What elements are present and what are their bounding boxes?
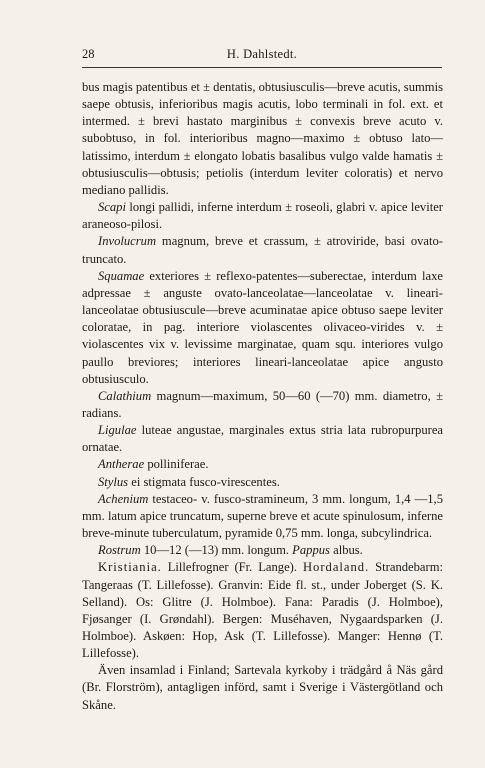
locality-hordaland: Hordaland. xyxy=(302,560,370,575)
term-antherae: Antherae xyxy=(98,457,145,472)
paragraph-localities xyxy=(82,559,443,662)
text-localities-a: Lillefrogner (Fr. Lange). xyxy=(161,560,303,575)
term-calathium: Calathium xyxy=(98,388,152,403)
locality-kristiania: Kristiania. xyxy=(98,560,162,575)
header-rule xyxy=(82,67,442,68)
body-text xyxy=(82,79,443,714)
text-ligulae: luteae angustae, marginales extus stria lata rubropurpurea ornatae. xyxy=(82,423,443,455)
text-stylus: ei stigmata fusco-virescentes. xyxy=(128,474,280,489)
text-involucrum: magnum, breve et crassum, ± atroviride, basi ovato-truncato. xyxy=(82,234,443,266)
text-antherae: polliniferae. xyxy=(144,457,209,472)
paragraph-leaves: bus magis patentibus et ± dentatis, obtusiusculis—breve acutis, summis saepe obtusis, inferioribus magis acutis, lobo terminali in fol. ext. et intermed. ± brevi hastato marginibus ± convexis breve acuto v. subobtuso, in fol. interioribus magno—maximo ± obtuso lato—latissimo, interdum ± elongato lobatis basalibus vulgo valde hamatis ± obtusiusculis—obtusis; petiolis (interdum leviter coloratis) et nervo mediano pallidis. xyxy=(82,80,443,197)
running-header xyxy=(82,47,442,65)
text-squamae: exteriores ± reflexo-patentes—suberectae, interdum laxe adpressae ± anguste ovato-lanceolatae—lanceolatae v. lineari-lanceolatae obtusiuscule—breve acuminatae apice obtuso saepe leviter coloratae, in pag. interiore violascentes olivaceo-virides v. ± violascentes vix v. levissime marginatae, quam squ. interiores vulgo paullo breviores; interiores lineari-lanceolatae apice angusto obtusiusculo. xyxy=(82,268,443,386)
paragraph-rostrum xyxy=(82,542,443,559)
term-achenium: Achenium xyxy=(98,491,149,506)
paragraph-scapi xyxy=(82,199,443,233)
page-number: 28 xyxy=(82,47,95,61)
paragraph-achenium xyxy=(82,491,443,542)
term-ligulae: Ligulae xyxy=(98,423,137,438)
term-rostrum: Rostrum xyxy=(98,543,141,558)
paragraph-ligulae xyxy=(82,422,443,456)
paragraph-antherae xyxy=(82,456,443,473)
text-calathium: magnum—maximum, 50—60 (—70) mm. diametro, ± radians. xyxy=(82,388,443,420)
paragraph-distribution: Även insamlad i Finland; Sartevala kyrkoby i trädgård å Näs gård (Br. Florström), antagligen införd, samt i Sverige i Västergötland och Skåne. xyxy=(82,663,443,712)
paragraph-stylus xyxy=(82,474,443,491)
term-pappus: Pappus xyxy=(292,543,330,558)
paragraph-squamae xyxy=(82,268,443,388)
text-achenium: testaceo- v. fusco-stramineum, 3 mm. longum, 1,4 —1,5 mm. latum apice truncatum, superne breve et acute spinulosum, inferne breve-minute tuberculatum, pyramide 0,75 mm. longa, subcylindrica. xyxy=(82,491,443,541)
text-rostrum: 10—12 (—13) mm. longum. xyxy=(140,543,293,558)
text-scapi: longi pallidi, inferne interdum ± roseoli, glabri v. apice leviter araneoso-pilosi. xyxy=(82,200,443,232)
term-involucrum: Involucrum xyxy=(98,234,157,249)
term-stylus: Stylus xyxy=(98,474,129,489)
term-squamae: Squamae xyxy=(98,268,145,283)
text-localities-b: Strandebarm: Tangeraas (T. Lillefosse). Granvin: Eide fl. st., under Joberget (S. K. Selland). Os: Glitre (J. Holmboe). Fana: Paradis (J. Holmboe), Fjøsanger (I. Grøndahl). Bergen: Muséhaven, Nygaardsparken (J. Holmboe). Askøen: Hop, Ask (T. Lillefosse). Manger: Hennø (T. Lillefosse). xyxy=(82,560,443,661)
text-pappus: albus. xyxy=(329,543,363,558)
paragraph-involucrum xyxy=(82,233,443,267)
term-scapi: Scapi xyxy=(98,200,126,215)
paragraph-calathium xyxy=(82,388,443,422)
running-head-author: H. Dahlstedt. xyxy=(226,47,298,61)
